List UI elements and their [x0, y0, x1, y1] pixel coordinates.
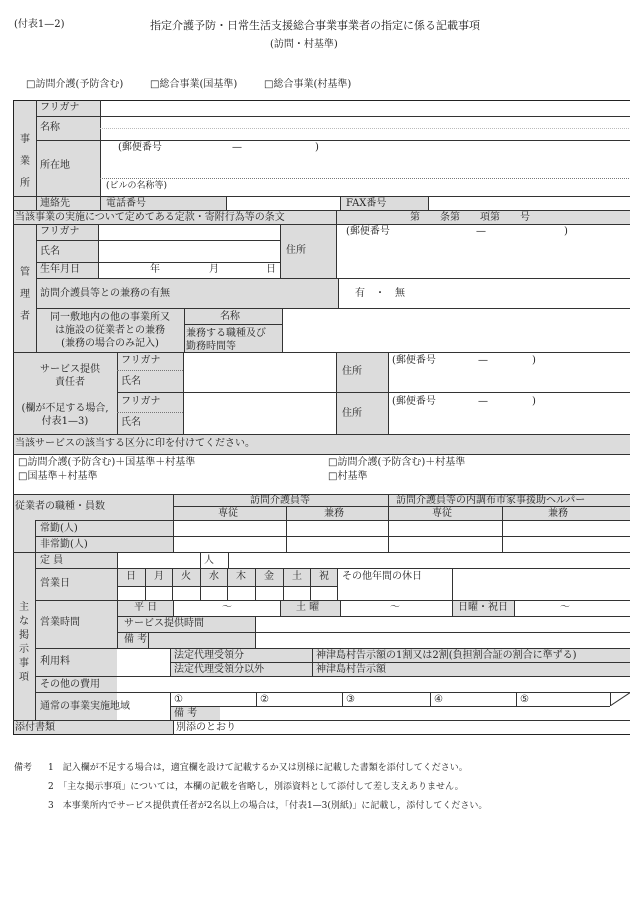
- bizdays-label: 営業日: [40, 578, 70, 589]
- area-3[interactable]: ③: [346, 694, 355, 705]
- check-general-village[interactable]: □総合事業(村基準): [264, 79, 352, 90]
- check-home-care[interactable]: □訪問介護(予防含む): [26, 79, 124, 90]
- staff-col-helper: 訪問介護員等の内調布市家事援助ヘルパー: [396, 495, 586, 506]
- sp2-postal-close: ): [532, 396, 536, 407]
- manager-side-label: 管 理 者: [20, 267, 30, 322]
- fee-label: 利用料: [40, 656, 70, 667]
- remarks-label: 備 考: [124, 634, 148, 645]
- office-postal-dash: —: [232, 142, 242, 153]
- note-1: 1 記入欄が不足する場合は，適宜欄を設けて記載するか又は別様に記載した書類を添付してください。: [48, 763, 468, 773]
- sat-label: 土 曜: [296, 602, 320, 613]
- note-3: 3 本事業所内でサービス提供責任者が2名以上の場合は，「付表1—3(別紙)」に記載し，添付してください。: [48, 801, 488, 811]
- fee1-value: 神津島村告示額の1割又は2割(負担割合証の割合に準ずる): [316, 650, 577, 661]
- office-side-label: 事 業 所: [20, 134, 30, 189]
- sp2-furigana-label: フリガナ: [121, 396, 161, 407]
- sp-label: サービス提供 責任者: [40, 364, 100, 388]
- manager-name-input[interactable]: [99, 241, 279, 261]
- articles-value: 第 条第 項第 号: [410, 212, 530, 223]
- manager-furigana-input[interactable]: [99, 225, 279, 239]
- sp1-address-label: 住所: [342, 366, 362, 377]
- sun-label: 日曜・祝日: [458, 602, 508, 613]
- sp2-postal-label: (郵便番号: [392, 396, 436, 407]
- office-name-input[interactable]: [101, 118, 630, 138]
- staff-nonregular-label: 非常勤(人): [40, 539, 88, 550]
- other-facility-input[interactable]: [283, 309, 629, 351]
- birth-day-label: 日: [266, 264, 276, 275]
- office-furigana-label: フリガナ: [40, 102, 80, 113]
- birth-month-label: 月: [209, 264, 219, 275]
- weekday-wave: 〜: [222, 602, 232, 613]
- area-remarks-label: 備 考: [174, 708, 198, 719]
- sp1-postal-label: (郵便番号: [392, 355, 436, 366]
- manager-postal-label: (郵便番号: [346, 226, 390, 237]
- service-option-1[interactable]: □訪問介護(予防含む)＋国基準＋村基準: [18, 457, 196, 468]
- area-label: 通常の事業実施地域: [40, 701, 130, 712]
- service-label: 当該サービスの該当する区分に印を付けてください。: [15, 438, 255, 449]
- contact-label: 連絡先: [40, 198, 70, 209]
- notes-head: 備考: [14, 763, 33, 773]
- sp2-postal-dash: —: [478, 396, 488, 407]
- staff-regular-label: 常勤(人): [40, 523, 78, 534]
- manager-address-label: 住所: [286, 245, 306, 256]
- page-title: 指定介護予防・日常生活支援総合事業事業者の指定に係る記載事項: [150, 19, 480, 32]
- holidays-label: その他年間の休日: [342, 571, 422, 582]
- fax-input[interactable]: [429, 197, 629, 209]
- note-2: 2 「主な掲示事項」については，本欄の記載を省略し，別添資料として添付して差し支えありません。: [48, 782, 464, 792]
- day-hol: 祝: [319, 571, 329, 582]
- office-address-label: 所在地: [40, 160, 70, 171]
- sp2-name-label: 氏名: [121, 417, 141, 428]
- manager-furigana-label: フリガナ: [40, 226, 80, 237]
- day-thu: 木: [236, 571, 246, 582]
- staff-full-1: 専従: [218, 508, 238, 519]
- sp2-address-label: 住所: [342, 408, 362, 419]
- page-subtitle: (訪問・村基準): [270, 39, 338, 50]
- day-sun: 日: [126, 571, 136, 582]
- office-postal-label: (郵便番号: [118, 142, 162, 153]
- area-5[interactable]: ⑤: [520, 694, 529, 705]
- manager-name-label: 氏名: [40, 246, 60, 257]
- area-4[interactable]: ④: [434, 694, 443, 705]
- day-tue: 火: [181, 571, 191, 582]
- articles-label: 当該事業の実施について定めてある定款・寄附行為等の条文: [15, 212, 285, 223]
- manager-postal-dash: —: [476, 226, 486, 237]
- service-option-3[interactable]: □国基準＋村基準: [18, 471, 98, 482]
- sp1-furigana-label: フリガナ: [121, 355, 161, 366]
- staff-label: 従業者の職種・員数: [15, 501, 105, 512]
- form-ref: (付表1—2): [14, 19, 65, 30]
- sp1-name-label: 氏名: [121, 376, 141, 387]
- attach-label: 添付書類: [15, 722, 55, 733]
- other-name-label: 名称: [220, 311, 240, 322]
- birth-year-label: 年: [150, 264, 160, 275]
- day-wed: 水: [209, 571, 219, 582]
- other-cost-label: その他の費用: [40, 679, 100, 690]
- service-option-2[interactable]: □訪問介護(予防含む)＋村基準: [328, 457, 466, 468]
- attach-value: 別添のとおり: [176, 722, 236, 733]
- other-duty-label: 兼務する職種及び 勤務時間等: [186, 328, 266, 352]
- phone-label: 電話番号: [106, 198, 146, 209]
- sat-wave: 〜: [390, 602, 400, 613]
- staff-full-2: 専従: [432, 508, 452, 519]
- fee2-value: 神津島村告示額: [316, 664, 386, 675]
- staff-col-home: 訪問介護員等: [250, 495, 310, 506]
- staff-conc-1: 兼務: [324, 508, 344, 519]
- area-2[interactable]: ②: [260, 694, 269, 705]
- sun-wave: 〜: [560, 602, 570, 613]
- office-furigana-input[interactable]: [101, 103, 630, 115]
- sp2-name-input[interactable]: [184, 393, 335, 433]
- capacity-label: 定 員: [40, 555, 64, 566]
- manager-postal-close: ): [564, 226, 568, 237]
- manager-birth-label: 生年月日: [40, 264, 80, 275]
- diagonal-slash: [610, 692, 630, 706]
- fee2-label: 法定代理受領分以外: [174, 664, 264, 675]
- weekday-label: 平 日: [134, 602, 158, 613]
- office-building-label: (ビルの名称等): [106, 181, 168, 191]
- fee1-label: 法定代理受領分: [174, 650, 244, 661]
- capacity-unit: 人: [204, 555, 214, 566]
- sp1-name-input[interactable]: [184, 353, 335, 391]
- office-postal-close: ): [315, 142, 319, 153]
- svctime-label: サービス提供時間: [124, 618, 204, 629]
- sp-note: (欄が不足する場合, 付表1—3): [21, 403, 109, 427]
- concurrent-question: 訪問介護員等との兼務の有無: [40, 288, 170, 299]
- concurrent-answer[interactable]: 有 ・ 無: [355, 288, 405, 299]
- staff-conc-2: 兼務: [548, 508, 568, 519]
- day-fri: 金: [264, 571, 274, 582]
- check-general-national[interactable]: □総合事業(国基準): [150, 79, 238, 90]
- day-mon: 月: [154, 571, 164, 582]
- service-option-4[interactable]: □村基準: [328, 471, 368, 482]
- sp1-postal-close: ): [532, 355, 536, 366]
- other-facility-label: 同一敷地内の他の事業所又 は施設の従業者との兼務 (兼務の場合のみ記入): [50, 312, 170, 349]
- main-side-label: 主 な 掲 示 事 項: [19, 602, 29, 683]
- bizhours-label: 営業時間: [40, 617, 80, 628]
- phone-input[interactable]: [227, 197, 339, 209]
- fax-label: FAX番号: [346, 198, 387, 209]
- sp1-postal-dash: —: [478, 355, 488, 366]
- area-1[interactable]: ①: [174, 694, 183, 705]
- office-name-label: 名称: [40, 122, 60, 133]
- day-sat: 土: [292, 571, 302, 582]
